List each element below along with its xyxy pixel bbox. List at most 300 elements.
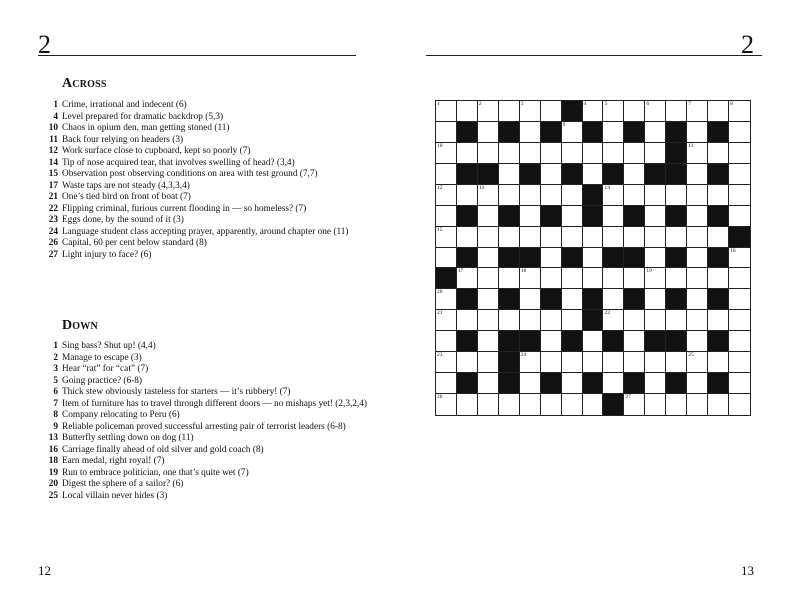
- grid-cell[interactable]: [708, 268, 729, 289]
- running-head-left: 2: [38, 30, 51, 59]
- grid-cell[interactable]: [624, 331, 645, 352]
- grid-cell[interactable]: [729, 310, 750, 331]
- page-number-right: 13: [741, 563, 754, 578]
- grid-cell[interactable]: [583, 143, 604, 164]
- cell-number: 10: [437, 142, 443, 149]
- black-square: [583, 185, 604, 206]
- grid-cell[interactable]: [603, 143, 624, 164]
- grid-cell[interactable]: [624, 185, 645, 206]
- grid-cell[interactable]: [562, 394, 583, 415]
- grid-cell[interactable]: [541, 185, 562, 206]
- grid-cell[interactable]: [457, 185, 478, 206]
- grid-cell[interactable]: [562, 352, 583, 373]
- grid-cell[interactable]: [666, 394, 687, 415]
- right-page: [396, 0, 792, 600]
- grid-cell[interactable]: [708, 143, 729, 164]
- clue-number: 3: [53, 364, 58, 374]
- grid-cell[interactable]: [708, 352, 729, 373]
- grid-cell[interactable]: [603, 122, 624, 143]
- clue-number: 23: [48, 215, 58, 225]
- grid-cell[interactable]: [520, 227, 541, 248]
- across-heading: Across: [62, 76, 107, 91]
- grid-cell[interactable]: [729, 289, 750, 310]
- grid-cell[interactable]: [457, 352, 478, 373]
- grid-cell[interactable]: [436, 373, 457, 394]
- grid-cell[interactable]: [583, 227, 604, 248]
- cell-number: 8: [730, 101, 733, 107]
- clue-text: Flipping criminal, furious current flooding in — so homeless? (7): [62, 203, 307, 214]
- down-clue: [38, 422, 378, 434]
- grid-cell[interactable]: [436, 310, 457, 331]
- cell-number: 27: [625, 394, 631, 401]
- grid-cell[interactable]: [478, 206, 499, 227]
- grid-cell[interactable]: [687, 206, 708, 227]
- grid-cell[interactable]: [603, 268, 624, 289]
- grid-cell[interactable]: [562, 268, 583, 289]
- grid-cell[interactable]: [541, 143, 562, 164]
- black-square: [457, 289, 478, 310]
- grid-cell[interactable]: [457, 227, 478, 248]
- grid-cell[interactable]: [478, 143, 499, 164]
- clue-number: 26: [48, 238, 58, 248]
- clue-number: 1: [53, 341, 58, 351]
- cell-number: 20: [437, 289, 443, 296]
- grid-cell[interactable]: [708, 227, 729, 248]
- grid-cell[interactable]: [541, 227, 562, 248]
- cell-number: 15: [437, 226, 443, 233]
- grid-cell[interactable]: [499, 310, 520, 331]
- grid-cell[interactable]: [541, 101, 562, 122]
- cell-number: 6: [646, 101, 650, 107]
- clue-number: 5: [53, 375, 58, 386]
- down-clue: [38, 410, 378, 422]
- grid-cell[interactable]: [666, 185, 687, 206]
- grid-cell[interactable]: [583, 352, 604, 373]
- grid-cell[interactable]: [687, 248, 708, 269]
- cell-number: 18: [520, 268, 527, 275]
- grid-cell[interactable]: [624, 310, 645, 331]
- grid-cell[interactable]: [645, 227, 666, 248]
- grid-cell[interactable]: [583, 394, 604, 415]
- black-square: [603, 164, 624, 185]
- down-clue: [38, 456, 378, 468]
- clue-text: Hear “rat” for “cat” (7): [62, 364, 149, 374]
- grid-cell[interactable]: [583, 268, 604, 289]
- grid-cell[interactable]: [729, 206, 750, 227]
- grid-cell[interactable]: [541, 352, 562, 373]
- grid-cell[interactable]: [708, 101, 729, 122]
- grid-cell[interactable]: [687, 310, 708, 331]
- clue-text: Waste taps are not steady (4,3,3,4): [62, 180, 190, 191]
- grid-cell[interactable]: [478, 289, 499, 310]
- black-square: [499, 331, 520, 352]
- grid-cell[interactable]: [436, 394, 457, 415]
- clue-text: Manage to escape (3): [62, 352, 142, 363]
- grid-cell[interactable]: [478, 310, 499, 331]
- grid-cell[interactable]: [583, 248, 604, 269]
- grid-cell[interactable]: [645, 373, 666, 394]
- grid-cell[interactable]: [499, 227, 520, 248]
- grid-cell[interactable]: [687, 185, 708, 206]
- down-clue: [38, 364, 378, 376]
- grid-cell[interactable]: [603, 310, 624, 331]
- grid-cell[interactable]: [478, 122, 499, 143]
- black-square: [499, 206, 520, 227]
- grid-cell[interactable]: [520, 352, 541, 373]
- clue-number: 22: [48, 203, 58, 214]
- grid-cell[interactable]: [687, 164, 708, 185]
- grid-cell[interactable]: [436, 248, 457, 269]
- black-square: [541, 206, 562, 227]
- black-square: [603, 394, 624, 415]
- clue-number: 21: [48, 192, 58, 202]
- grid-cell[interactable]: [645, 289, 666, 310]
- clue-text: Thick stew obviously tasteless for starters — it’s rubbery! (7): [62, 387, 291, 397]
- black-square: [708, 164, 729, 185]
- cell-number: 11: [688, 142, 694, 149]
- grid-cell[interactable]: [583, 164, 604, 185]
- grid-cell[interactable]: [583, 331, 604, 352]
- clue-text: Sing bass? Shut up! (4,4): [62, 341, 156, 351]
- black-square: [624, 289, 645, 310]
- across-clue: [38, 250, 378, 262]
- black-square: [583, 289, 604, 310]
- grid-cell[interactable]: [457, 101, 478, 122]
- clue-text: Digest the sphere of a sailor? (6): [62, 479, 184, 489]
- clue-number: 10: [48, 123, 58, 133]
- grid-cell[interactable]: [645, 394, 666, 415]
- black-square: [624, 373, 645, 394]
- grid-cell[interactable]: [562, 289, 583, 310]
- grid-cell[interactable]: [645, 122, 666, 143]
- grid-cell[interactable]: [478, 185, 499, 206]
- cell-number: 5: [604, 101, 608, 107]
- black-square: [499, 248, 520, 269]
- grid-cell[interactable]: [562, 185, 583, 206]
- down-clue: [38, 399, 378, 411]
- grid-cell[interactable]: [478, 352, 499, 373]
- across-clue: [38, 146, 378, 158]
- cell-number: 17: [457, 268, 464, 275]
- grid-cell[interactable]: [624, 227, 645, 248]
- black-square: [499, 373, 520, 394]
- grid-cell[interactable]: [687, 143, 708, 164]
- grid-cell[interactable]: [478, 331, 499, 352]
- black-square: [666, 206, 687, 227]
- black-square: [583, 122, 604, 143]
- grid-cell[interactable]: [541, 248, 562, 269]
- grid-cell[interactable]: [708, 394, 729, 415]
- grid-cell[interactable]: [457, 143, 478, 164]
- grid-cell[interactable]: [687, 352, 708, 373]
- clue-text: Eggs done, by the sound of it (3): [62, 215, 184, 225]
- grid-cell[interactable]: [457, 310, 478, 331]
- black-square: [541, 289, 562, 310]
- down-clue: [38, 387, 378, 399]
- black-square: [666, 143, 687, 164]
- clue-number: 1: [53, 100, 58, 110]
- grid-cell[interactable]: [729, 122, 750, 143]
- black-square: [499, 289, 520, 310]
- grid-cell[interactable]: [687, 394, 708, 415]
- grid-cell[interactable]: [729, 394, 750, 415]
- grid-cell[interactable]: [603, 352, 624, 373]
- grid-cell[interactable]: [499, 101, 520, 122]
- cell-number: 2: [478, 101, 482, 107]
- black-square: [562, 331, 583, 352]
- down-clue-list: [38, 341, 378, 502]
- across-clue: [38, 135, 378, 147]
- grid-cell[interactable]: [478, 227, 499, 248]
- grid-cell[interactable]: [729, 331, 750, 352]
- clue-text: Earn medal, right royal! (7): [62, 456, 165, 466]
- clue-number: 16: [48, 444, 58, 455]
- cell-number: 21: [437, 310, 443, 317]
- grid-cell[interactable]: [666, 227, 687, 248]
- grid-cell[interactable]: [729, 248, 750, 269]
- black-square: [666, 289, 687, 310]
- cell-number: 25: [688, 352, 694, 359]
- grid-cell[interactable]: [541, 331, 562, 352]
- grid-cell[interactable]: [729, 185, 750, 206]
- grid-cell[interactable]: [562, 373, 583, 394]
- cell-number: 1: [437, 101, 440, 107]
- black-square: [436, 268, 457, 289]
- grid-cell[interactable]: [457, 394, 478, 415]
- down-clue: [38, 445, 378, 457]
- grid-cell[interactable]: [520, 185, 541, 206]
- black-square: [666, 373, 687, 394]
- black-square: [499, 122, 520, 143]
- grid-cell[interactable]: [708, 185, 729, 206]
- grid-cell[interactable]: [562, 310, 583, 331]
- grid-cell[interactable]: [562, 143, 583, 164]
- clue-number: 11: [49, 134, 58, 145]
- cell-number: 23: [437, 352, 443, 359]
- across-clue: [38, 100, 378, 112]
- black-square: [541, 373, 562, 394]
- grid-cell[interactable]: [478, 373, 499, 394]
- grid-cell[interactable]: [499, 185, 520, 206]
- black-square: [666, 122, 687, 143]
- clue-text: Reliable policeman proved successful arresting pair of terrorist leaders (6-8): [62, 421, 346, 432]
- clue-text: Chaos in opium den, man getting stoned (11): [62, 123, 230, 133]
- grid-cell[interactable]: [478, 394, 499, 415]
- grid-cell[interactable]: [645, 101, 666, 122]
- grid-cell[interactable]: [603, 227, 624, 248]
- across-clue: [38, 112, 378, 124]
- across-clue: [38, 158, 378, 170]
- grid-cell[interactable]: [603, 373, 624, 394]
- grid-cell[interactable]: [708, 310, 729, 331]
- grid-cell[interactable]: [729, 101, 750, 122]
- clue-text: Capital, 60 per cent below standard (8): [62, 238, 207, 248]
- clue-number: 7: [53, 398, 58, 409]
- black-square: [457, 331, 478, 352]
- black-square: [562, 248, 583, 269]
- clue-number: 4: [53, 111, 58, 122]
- grid-cell[interactable]: [541, 268, 562, 289]
- grid-cell[interactable]: [499, 143, 520, 164]
- clue-number: 17: [48, 180, 58, 191]
- across-clue: [38, 181, 378, 193]
- grid-cell[interactable]: [436, 331, 457, 352]
- black-square: [603, 331, 624, 352]
- black-square: [520, 164, 541, 185]
- clue-number: 25: [48, 490, 58, 501]
- grid-cell[interactable]: [624, 164, 645, 185]
- grid-cell[interactable]: [645, 143, 666, 164]
- grid-cell[interactable]: [562, 206, 583, 227]
- grid-cell[interactable]: [436, 227, 457, 248]
- grid-cell[interactable]: [520, 310, 541, 331]
- clue-number: 13: [48, 433, 58, 443]
- across-clue-list: [38, 100, 378, 261]
- grid-cell[interactable]: [645, 206, 666, 227]
- grid-cell[interactable]: [687, 373, 708, 394]
- grid-cell[interactable]: [520, 206, 541, 227]
- clue-text: Butterfly settling down on dog (11): [62, 433, 194, 443]
- clue-text: Item of furniture has to travel through different doors — no mishaps yet! (2,3,2,4): [62, 398, 368, 409]
- grid-cell[interactable]: [624, 268, 645, 289]
- grid-cell[interactable]: [541, 164, 562, 185]
- clue-text: Crime, irrational and indecent (6): [62, 100, 187, 110]
- cell-number: 26: [437, 394, 443, 401]
- grid-cell[interactable]: [520, 268, 541, 289]
- clue-number: 14: [48, 157, 58, 168]
- clue-number: 19: [48, 467, 58, 478]
- grid-cell[interactable]: [457, 268, 478, 289]
- grid-cell[interactable]: [624, 352, 645, 373]
- grid-cell[interactable]: [687, 331, 708, 352]
- grid-cell[interactable]: [436, 164, 457, 185]
- clue-number: 12: [48, 146, 58, 156]
- grid-cell[interactable]: [520, 143, 541, 164]
- grid-cell[interactable]: [603, 101, 624, 122]
- grid-cell[interactable]: [666, 101, 687, 122]
- cell-number: 4: [583, 101, 587, 107]
- grid-cell[interactable]: [729, 352, 750, 373]
- grid-cell[interactable]: [729, 268, 750, 289]
- clue-text: Local villain never hides (3): [62, 490, 168, 501]
- grid-cell[interactable]: [583, 101, 604, 122]
- grid-cell[interactable]: [520, 289, 541, 310]
- grid-cell[interactable]: [541, 310, 562, 331]
- black-square: [457, 164, 478, 185]
- black-square: [624, 206, 645, 227]
- grid-cell[interactable]: [562, 227, 583, 248]
- grid-cell[interactable]: [645, 352, 666, 373]
- grid-cell[interactable]: [541, 394, 562, 415]
- grid-cell[interactable]: [645, 268, 666, 289]
- grid-cell[interactable]: [520, 394, 541, 415]
- clue-text: Light injury to face? (6): [62, 249, 152, 260]
- grid-cell[interactable]: [499, 164, 520, 185]
- clue-number: 27: [48, 249, 58, 260]
- clue-text: Going practice? (6-8): [62, 375, 143, 386]
- cell-number: 13: [478, 184, 485, 191]
- black-square: [666, 331, 687, 352]
- grid-cell[interactable]: [436, 206, 457, 227]
- black-square: [729, 227, 750, 248]
- grid-cell[interactable]: [666, 352, 687, 373]
- grid-cell[interactable]: [666, 268, 687, 289]
- grid-cell[interactable]: [624, 101, 645, 122]
- cell-number: 19: [646, 268, 652, 275]
- grid-cell[interactable]: [645, 248, 666, 269]
- grid-cell[interactable]: [687, 122, 708, 143]
- clue-number: 15: [48, 169, 58, 179]
- grid-cell[interactable]: [499, 268, 520, 289]
- grid-cell[interactable]: [520, 101, 541, 122]
- black-square: [666, 164, 687, 185]
- grid-cell[interactable]: [687, 289, 708, 310]
- grid-cell[interactable]: [645, 185, 666, 206]
- grid-cell[interactable]: [436, 352, 457, 373]
- grid-cell[interactable]: [478, 248, 499, 269]
- grid-cell[interactable]: [729, 164, 750, 185]
- grid-cell[interactable]: [687, 268, 708, 289]
- cell-number: 3: [520, 101, 524, 107]
- black-square: [499, 352, 520, 373]
- clue-text: Tip of nose acquired tear, that involves swelling of head? (3,4): [62, 157, 295, 168]
- black-square: [478, 164, 499, 185]
- grid-cell[interactable]: [603, 289, 624, 310]
- black-square: [583, 310, 604, 331]
- down-clue: [38, 341, 378, 353]
- grid-cell[interactable]: [729, 143, 750, 164]
- down-heading: Down: [62, 318, 98, 333]
- grid-cell[interactable]: [436, 122, 457, 143]
- grid-cell[interactable]: [603, 185, 624, 206]
- grid-cell[interactable]: [436, 101, 457, 122]
- grid-cell[interactable]: [499, 394, 520, 415]
- grid-cell[interactable]: [645, 310, 666, 331]
- grid-cell[interactable]: [666, 310, 687, 331]
- grid-cell[interactable]: [478, 268, 499, 289]
- grid-cell[interactable]: [520, 122, 541, 143]
- clue-text: Company relocating to Peru (6): [62, 410, 180, 420]
- across-clue: [38, 227, 378, 239]
- clue-text: Work surface close to cupboard, kept so poorly (7): [62, 146, 251, 156]
- black-square: [708, 289, 729, 310]
- grid-cell[interactable]: [478, 101, 499, 122]
- page-number-left: 12: [38, 563, 51, 578]
- black-square: [645, 331, 666, 352]
- grid-cell[interactable]: [687, 101, 708, 122]
- grid-cell[interactable]: [436, 185, 457, 206]
- down-clue: [38, 433, 378, 445]
- grid-cell[interactable]: [436, 143, 457, 164]
- grid-cell[interactable]: [603, 206, 624, 227]
- grid-cell[interactable]: [624, 143, 645, 164]
- grid-cell[interactable]: [729, 373, 750, 394]
- grid-cell[interactable]: [624, 394, 645, 415]
- grid-cell[interactable]: [436, 289, 457, 310]
- grid-cell[interactable]: [687, 227, 708, 248]
- black-square: [708, 206, 729, 227]
- clue-text: Observation post observing conditions on area with test ground (7,7): [62, 169, 318, 179]
- clue-text: Language student class accepting prayer, apparently, around chapter one (11): [62, 226, 349, 237]
- grid-cell[interactable]: [520, 373, 541, 394]
- down-clue: [38, 491, 378, 503]
- header-rule-right: [426, 55, 762, 56]
- grid-cell[interactable]: [562, 122, 583, 143]
- black-square: [457, 122, 478, 143]
- cell-number: 22: [604, 310, 610, 317]
- across-clue: [38, 169, 378, 181]
- black-square: [624, 122, 645, 143]
